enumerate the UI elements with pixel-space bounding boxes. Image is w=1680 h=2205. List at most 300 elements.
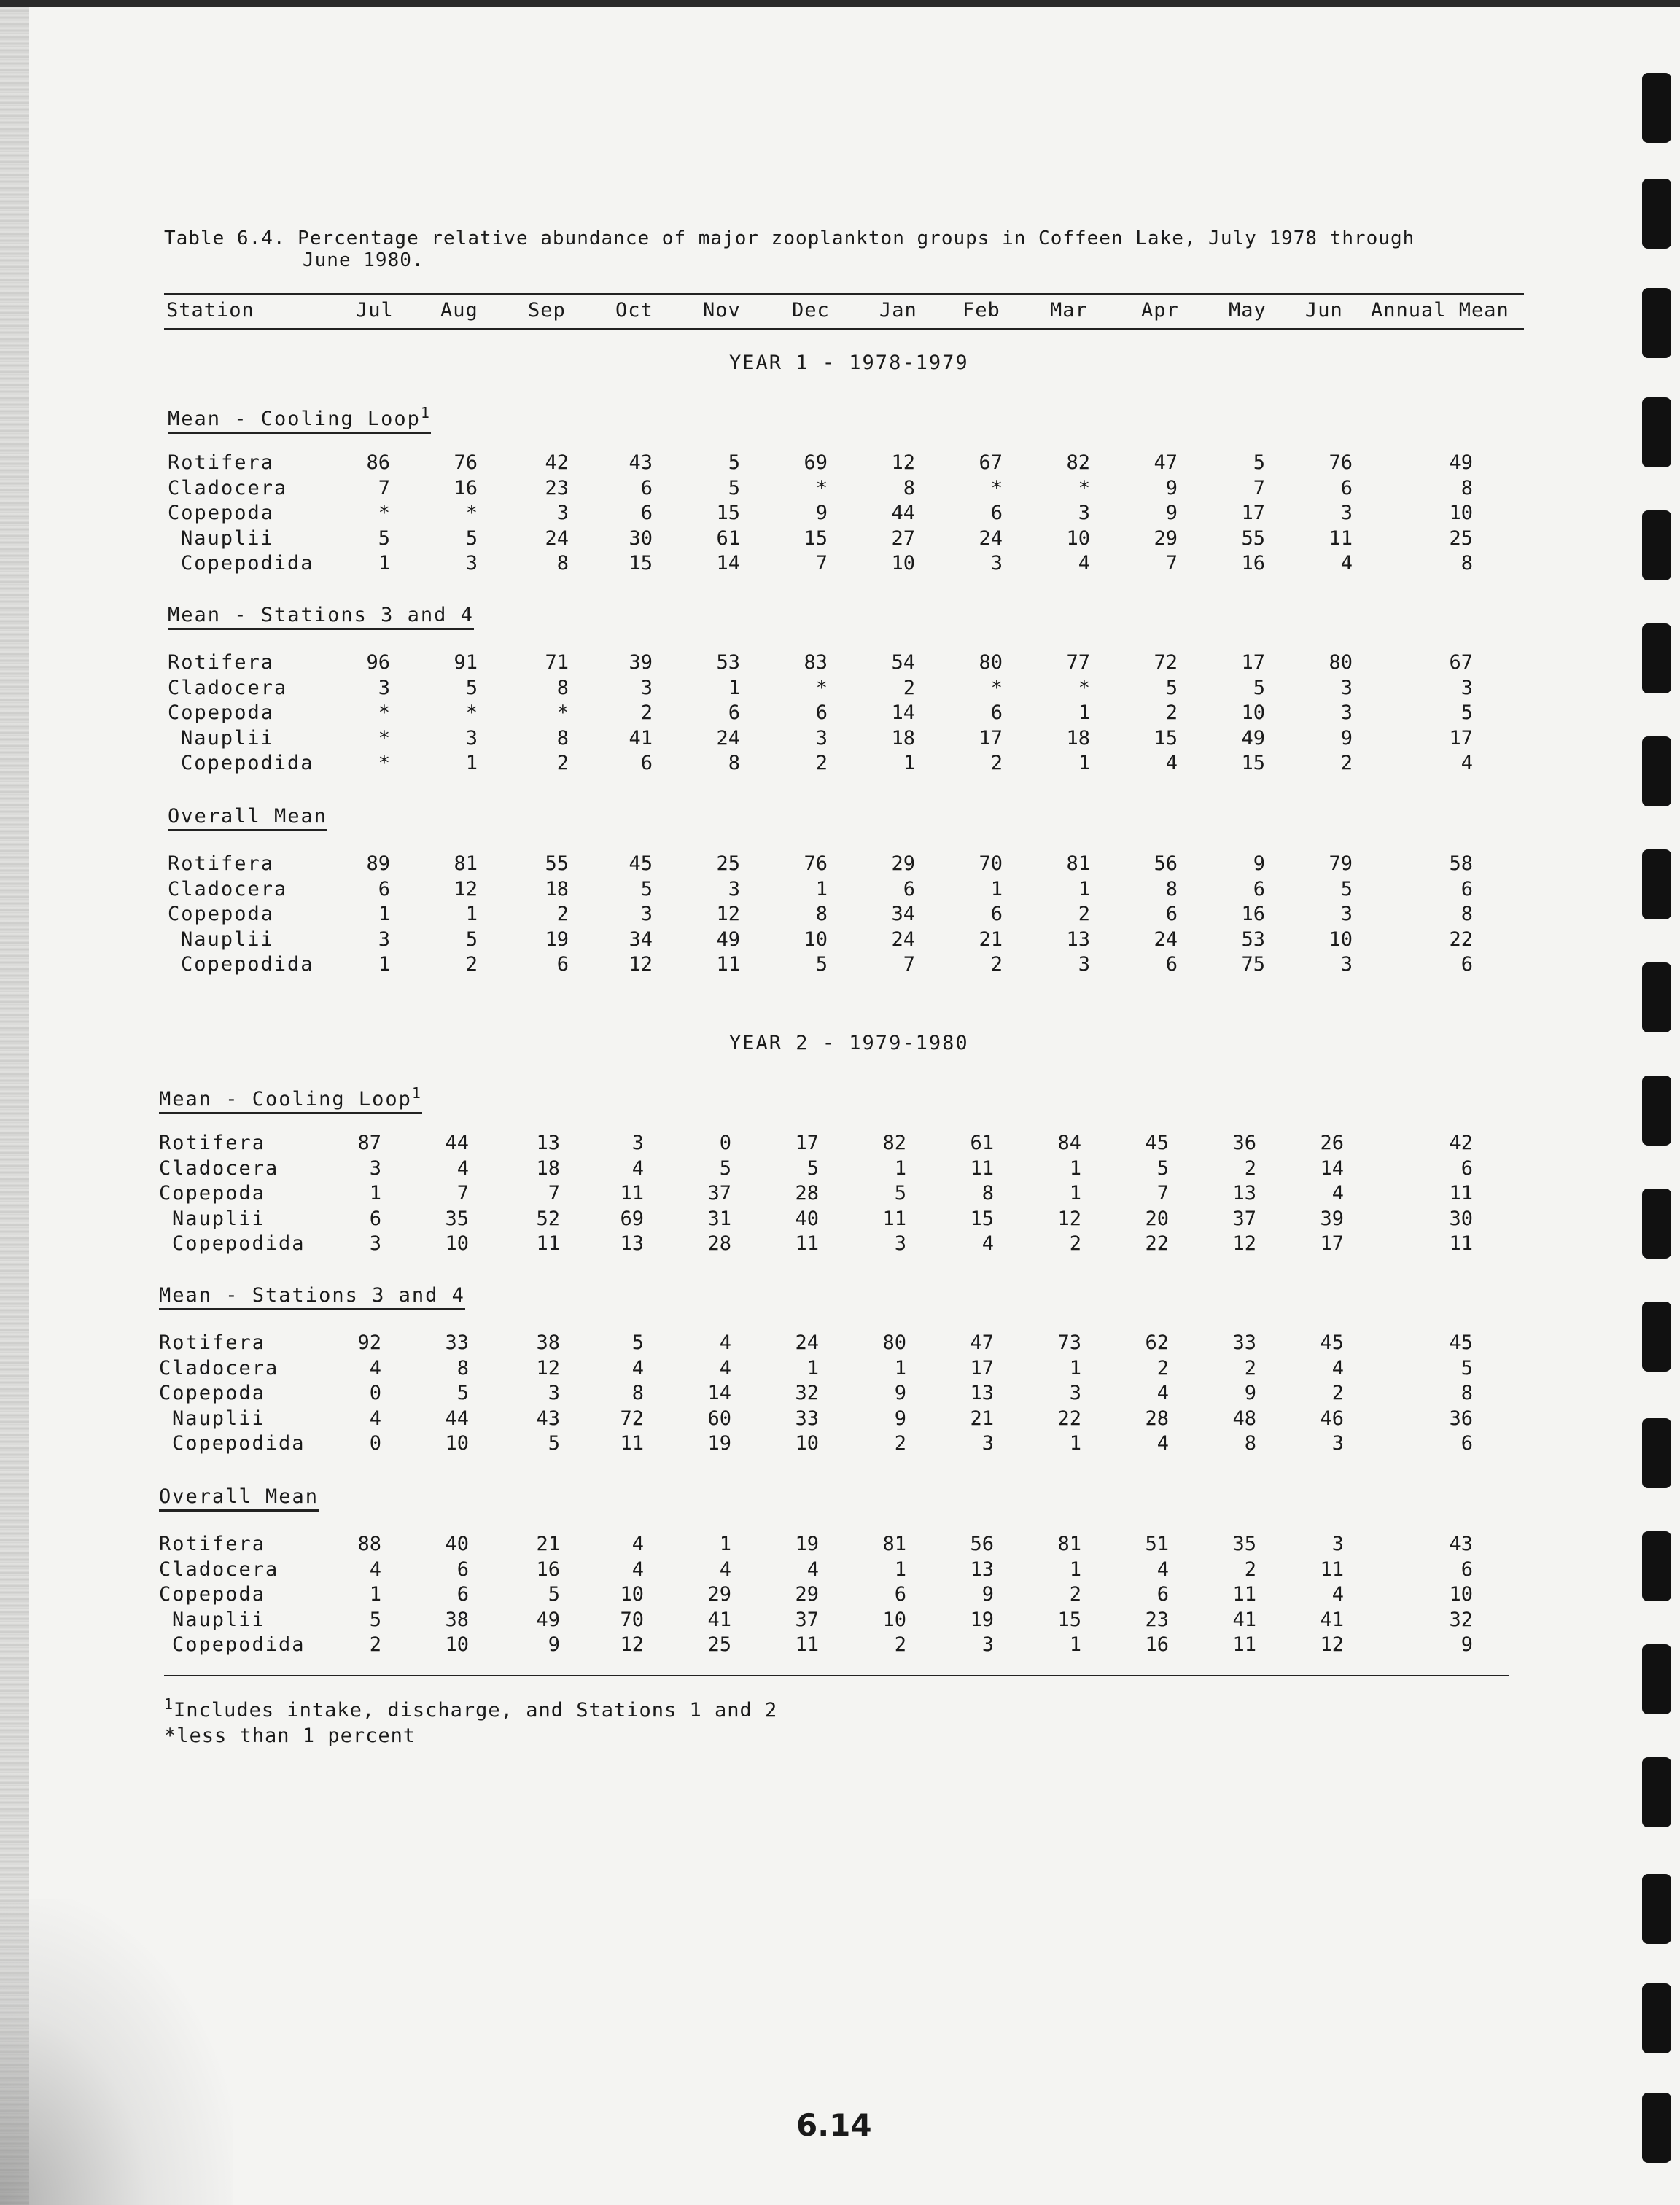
table-cell: *	[378, 726, 390, 750]
table-cell: 79	[1329, 852, 1353, 875]
section-heading	[168, 404, 431, 434]
table-cell: 56	[1154, 852, 1178, 875]
table-cell: 3	[728, 877, 740, 901]
section-title: Overall Mean	[159, 1485, 319, 1508]
table-cell: 67	[1449, 651, 1473, 674]
table-cell: 11	[970, 1156, 994, 1180]
table-cell: 11	[1232, 1583, 1256, 1606]
table-cell: 11	[716, 953, 740, 976]
table-cell: 2	[1244, 1558, 1256, 1581]
year-heading: YEAR 2 - 1979-1980	[729, 1032, 969, 1054]
footnote-1	[164, 1695, 777, 1722]
table-cell: 6	[1165, 903, 1178, 925]
table-cell: 69	[620, 1207, 644, 1230]
table-cell: 10	[891, 552, 915, 575]
table-cell: 8	[981, 1182, 994, 1205]
table-cell: 23	[1145, 1608, 1169, 1631]
table-cell: 54	[891, 651, 915, 674]
table-cell: 16	[1241, 552, 1265, 575]
table-bottom-rule	[164, 1675, 1509, 1676]
table-cell: 10	[795, 1432, 819, 1455]
table-cell: 10	[1449, 502, 1473, 524]
column-header: Sep	[528, 299, 566, 322]
table-cell: 76	[454, 451, 478, 474]
table-cell: 35	[1232, 1533, 1256, 1555]
table-cell: 3	[465, 552, 478, 575]
table-cell: 5	[1156, 1156, 1169, 1180]
table-cell: 13	[970, 1382, 994, 1404]
table-cell: 8	[728, 752, 740, 774]
table-cell: 11	[620, 1432, 644, 1455]
table-cell: 15	[970, 1207, 994, 1230]
table-cell: 3	[981, 1633, 994, 1656]
section-heading	[168, 805, 327, 831]
table-cell: 82	[882, 1132, 906, 1154]
table-cell: 5	[1253, 676, 1265, 699]
table-cell: 40	[445, 1533, 469, 1555]
table-cell: 1	[1069, 1182, 1081, 1205]
punch-hole	[1642, 736, 1671, 806]
table-cell: 44	[445, 1132, 469, 1154]
row-label: Nauplii	[172, 1407, 265, 1430]
table-cell: 9	[548, 1633, 560, 1656]
footnote-2: *less than 1 percent	[164, 1724, 416, 1747]
table-cell: 6	[1156, 1583, 1169, 1606]
table-cell: 6	[378, 877, 390, 901]
punch-hole	[1642, 1418, 1671, 1488]
table-cell: 6	[1461, 877, 1473, 901]
table-cell: 6	[456, 1583, 469, 1606]
page-number: 6.14	[796, 2107, 872, 2143]
table-cell: 6	[1165, 953, 1178, 976]
table-cell: *	[1078, 676, 1090, 699]
row-label: Copepoda	[159, 1583, 266, 1606]
table-cell: 39	[1320, 1207, 1344, 1230]
table-cell: 14	[716, 552, 740, 575]
table-cell: 80	[979, 651, 1003, 674]
table-cell: 52	[536, 1207, 560, 1230]
table-cell: 3	[465, 726, 478, 750]
table-cell: 14	[1320, 1156, 1344, 1180]
table-cell: 2	[465, 953, 478, 976]
table-cell: 4	[1156, 1432, 1169, 1455]
table-cell: 26	[1320, 1132, 1344, 1154]
table-cell: 2	[556, 752, 569, 774]
footnote-1-marker: 1	[164, 1695, 174, 1713]
table-cell: 14	[707, 1382, 731, 1404]
table-cell: 11	[1449, 1232, 1473, 1255]
row-label: Cladocera	[168, 476, 288, 499]
table-cell: 7	[1253, 476, 1265, 499]
table-cell: 1	[378, 552, 390, 575]
scan-corner-noise	[0, 1899, 233, 2205]
punch-hole	[1642, 1076, 1671, 1146]
table-cell: 18	[891, 726, 915, 750]
row-label: Nauplii	[172, 1207, 265, 1230]
column-header: Nov	[703, 299, 741, 322]
table-cell: 6	[815, 701, 828, 724]
table-cell: 6	[990, 903, 1003, 925]
table-cell: 1	[1078, 701, 1090, 724]
table-cell: 1	[378, 903, 390, 925]
table-cell: 4	[631, 1533, 644, 1555]
table-cell: 62	[1145, 1331, 1169, 1354]
table-cell: 22	[1057, 1407, 1081, 1430]
table-cell: 89	[366, 852, 390, 875]
table-cell: 44	[445, 1407, 469, 1430]
table-cell: 5	[378, 526, 390, 550]
column-header: Jun	[1305, 299, 1343, 322]
section-title: Overall Mean	[168, 805, 328, 828]
row-label: Nauplii	[181, 928, 274, 951]
table-cell: 3	[1340, 903, 1353, 925]
table-cell: 84	[1057, 1132, 1081, 1154]
table-cell: 27	[891, 526, 915, 550]
row-label: Cladocera	[159, 1356, 279, 1380]
footnote-1-text: Includes intake, discharge, and Stations 1 and 2	[174, 1699, 778, 1722]
table-cell: 75	[1241, 953, 1265, 976]
section-footnote-marker: 1	[411, 1084, 422, 1102]
table-cell: 4	[631, 1558, 644, 1581]
table-cell: 30	[629, 526, 653, 550]
table-cell: 0	[369, 1432, 381, 1455]
table-cell: 10	[882, 1608, 906, 1631]
row-label: Cladocera	[168, 676, 288, 699]
table-cell: 44	[891, 502, 915, 524]
table-cell: 2	[1331, 1382, 1344, 1404]
row-label: Rotifera	[159, 1533, 266, 1555]
table-cell: 24	[545, 526, 569, 550]
table-cell: 3	[894, 1232, 906, 1255]
table-cell: 3	[369, 1156, 381, 1180]
table-cell: 4	[631, 1356, 644, 1380]
table-cell: 33	[1232, 1331, 1256, 1354]
table-cell: 41	[707, 1608, 731, 1631]
header-bottom-rule	[164, 328, 1524, 330]
table-cell: 45	[1320, 1331, 1344, 1354]
table-cell: 43	[536, 1407, 560, 1430]
caption-line-2: June 1980.	[303, 249, 424, 271]
punch-hole	[1642, 2093, 1671, 2163]
table-cell: 42	[1449, 1132, 1473, 1154]
table-cell: 3	[1340, 676, 1353, 699]
table-cell: 15	[716, 502, 740, 524]
table-cell: 3	[1078, 502, 1090, 524]
table-cell: 6	[1461, 953, 1473, 976]
table-cell: 81	[454, 852, 478, 875]
punch-hole	[1642, 1302, 1671, 1372]
table-cell: 10	[445, 1432, 469, 1455]
table-cell: 34	[891, 903, 915, 925]
table-cell: 17	[979, 726, 1003, 750]
table-cell: 31	[707, 1207, 731, 1230]
table-cell: 2	[640, 701, 653, 724]
table-cell: 1	[1078, 752, 1090, 774]
table-cell: 17	[1241, 651, 1265, 674]
table-cell: 3	[815, 726, 828, 750]
column-header: Apr	[1141, 299, 1179, 322]
row-label: Copepoda	[168, 502, 275, 524]
table-cell: 6	[894, 1583, 906, 1606]
table-cell: 4	[1078, 552, 1090, 575]
table-cell: 9	[981, 1583, 994, 1606]
table-cell: 10	[1066, 526, 1090, 550]
table-cell: 86	[366, 451, 390, 474]
section-title: Mean - Cooling Loop	[159, 1088, 412, 1111]
table-cell: 4	[1461, 752, 1473, 774]
table-cell: 13	[1066, 928, 1090, 951]
table-cell: 25	[716, 852, 740, 875]
table-cell: *	[815, 676, 828, 699]
table-cell: 88	[357, 1533, 381, 1555]
table-cell: 8	[903, 476, 915, 499]
punch-hole	[1642, 73, 1671, 143]
punch-hole	[1642, 1983, 1671, 2053]
table-cell: 1	[719, 1533, 731, 1555]
table-cell: 6	[1461, 1432, 1473, 1455]
table-cell: 35	[445, 1207, 469, 1230]
table-cell: 28	[1145, 1407, 1169, 1430]
table-cell: 58	[1449, 852, 1473, 875]
table-cell: 7	[1165, 552, 1178, 575]
table-cell: 2	[815, 752, 828, 774]
table-cell: *	[378, 502, 390, 524]
table-cell: 9	[1165, 476, 1178, 499]
table-cell: 48	[1232, 1407, 1256, 1430]
table-cell: 22	[1145, 1232, 1169, 1255]
table-cell: 4	[631, 1156, 644, 1180]
year-heading: YEAR 1 - 1978-1979	[729, 351, 969, 374]
table-cell: 8	[1461, 552, 1473, 575]
table-cell: 45	[1145, 1132, 1169, 1154]
punch-hole	[1642, 1531, 1671, 1601]
table-cell: 41	[629, 726, 653, 750]
row-label: Nauplii	[181, 726, 274, 750]
table-cell: 22	[1449, 928, 1473, 951]
table-cell: 36	[1449, 1407, 1473, 1430]
table-cell: 10	[1241, 701, 1265, 724]
table-cell: 5	[815, 953, 828, 976]
punch-hole	[1642, 1757, 1671, 1827]
row-label: Copepodida	[172, 1232, 306, 1255]
table-cell: 3	[378, 928, 390, 951]
table-cell: *	[990, 676, 1003, 699]
table-cell: 8	[556, 552, 569, 575]
table-cell: 15	[629, 552, 653, 575]
table-cell: 3	[990, 552, 1003, 575]
table-cell: 21	[979, 928, 1003, 951]
table-cell: 3	[631, 1132, 644, 1154]
table-cell: 9	[1340, 726, 1353, 750]
table-cell: 91	[454, 651, 478, 674]
table-cell: 70	[620, 1608, 644, 1631]
table-cell: 30	[1449, 1207, 1473, 1230]
table-cell: 3	[369, 1232, 381, 1255]
table-cell: 4	[369, 1356, 381, 1380]
table-cell: 11	[1329, 526, 1353, 550]
table-cell: 6	[640, 752, 653, 774]
table-cell: *	[1078, 476, 1090, 499]
table-cell: 5	[465, 526, 478, 550]
row-label: Nauplii	[181, 526, 274, 550]
table-cell: 4	[1331, 1356, 1344, 1380]
punch-hole	[1642, 1189, 1671, 1259]
column-header: Jul	[356, 299, 394, 322]
table-cell: 77	[1066, 651, 1090, 674]
table-cell: 5	[728, 476, 740, 499]
table-cell: 17	[1449, 726, 1473, 750]
row-label: Copepodida	[181, 953, 314, 976]
table-cell: 9	[1253, 852, 1265, 875]
table-cell: 76	[1329, 451, 1353, 474]
table-cell: 42	[545, 451, 569, 474]
section-title: Mean - Stations 3 and 4	[168, 604, 474, 626]
table-cell: 4	[369, 1558, 381, 1581]
table-cell: 5	[728, 451, 740, 474]
table-cell: 29	[707, 1583, 731, 1606]
table-cell: 1	[1069, 1156, 1081, 1180]
table-cell: 8	[1461, 1382, 1473, 1404]
table-cell: 3	[1461, 676, 1473, 699]
table-cell: 5	[719, 1156, 731, 1180]
punch-hole	[1642, 849, 1671, 919]
table-cell: 81	[1057, 1533, 1081, 1555]
table-cell: 1	[728, 676, 740, 699]
table-cell: 2	[990, 953, 1003, 976]
table-cell: 9	[1165, 502, 1178, 524]
table-cell: 47	[970, 1331, 994, 1354]
table-cell: 45	[1449, 1331, 1473, 1354]
punch-hole	[1642, 397, 1671, 467]
table-cell: 6	[1461, 1558, 1473, 1581]
table-cell: 19	[795, 1533, 819, 1555]
table-cell: 6	[556, 953, 569, 976]
table-cell: 39	[629, 651, 653, 674]
table-cell: 1	[894, 1558, 906, 1581]
table-cell: 2	[1078, 903, 1090, 925]
row-label: Rotifera	[159, 1132, 266, 1154]
row-label: Rotifera	[168, 451, 275, 474]
table-cell: 24	[979, 526, 1003, 550]
table-cell: 16	[454, 476, 478, 499]
table-cell: 7	[548, 1182, 560, 1205]
table-cell: 3	[640, 676, 653, 699]
punch-hole	[1642, 179, 1671, 249]
table-cell: 41	[1320, 1608, 1344, 1631]
table-cell: 1	[369, 1583, 381, 1606]
table-cell: 10	[1329, 928, 1353, 951]
table-cell: 1	[990, 877, 1003, 901]
table-cell: 19	[970, 1608, 994, 1631]
table-cell: 56	[970, 1533, 994, 1555]
table-cell: 23	[545, 476, 569, 499]
table-cell: 8	[556, 726, 569, 750]
table-cell: 49	[1449, 451, 1473, 474]
table-cell: 13	[970, 1558, 994, 1581]
caption-line-1: Table 6.4. Percentage relative abundance of major zooplankton groups in Coffeen Lake, July 1978 through	[164, 228, 1415, 249]
column-header: Oct	[615, 299, 653, 322]
table-cell: 4	[719, 1558, 731, 1581]
table-cell: 33	[795, 1407, 819, 1430]
table-cell: 5	[894, 1182, 906, 1205]
table-cell: 0	[719, 1132, 731, 1154]
table-cell: 15	[1154, 726, 1178, 750]
table-cell: 1	[903, 752, 915, 774]
row-label: Cladocera	[168, 877, 288, 901]
table-cell: 6	[640, 476, 653, 499]
table-cell: 2	[903, 676, 915, 699]
table-cell: 17	[970, 1356, 994, 1380]
table-cell: 3	[378, 676, 390, 699]
table-cell: 14	[891, 701, 915, 724]
table-cell: 12	[620, 1633, 644, 1656]
column-header: Dec	[792, 299, 830, 322]
row-label: Copepodida	[181, 552, 314, 575]
table-cell: 2	[1069, 1232, 1081, 1255]
table-cell: 81	[1066, 852, 1090, 875]
table-cell: 5	[806, 1156, 819, 1180]
table-cell: 4	[1340, 552, 1353, 575]
row-label: Rotifera	[168, 852, 275, 875]
table-cell: 87	[357, 1132, 381, 1154]
table-cell: 61	[716, 526, 740, 550]
table-cell: 1	[1069, 1356, 1081, 1380]
table-cell: 1	[1078, 877, 1090, 901]
row-label: Copepodida	[172, 1633, 306, 1656]
table-cell: 18	[1066, 726, 1090, 750]
table-cell: 29	[1154, 526, 1178, 550]
table-cell: 10	[620, 1583, 644, 1606]
table-cell: 60	[707, 1407, 731, 1430]
table-cell: *	[378, 752, 390, 774]
table-cell: 12	[1232, 1232, 1256, 1255]
table-cell: 37	[795, 1608, 819, 1631]
table-cell: 71	[545, 651, 569, 674]
table-cell: 12	[536, 1356, 560, 1380]
table-cell: 16	[1241, 903, 1265, 925]
table-cell: 8	[556, 676, 569, 699]
table-cell: 25	[1449, 526, 1473, 550]
table-cell: 5	[465, 676, 478, 699]
table-cell: 6	[369, 1207, 381, 1230]
table-cell: 5	[1340, 877, 1353, 901]
punch-hole	[1642, 962, 1671, 1032]
table-cell: 6	[640, 502, 653, 524]
table-cell: 37	[1232, 1207, 1256, 1230]
table-cell: 28	[707, 1232, 731, 1255]
table-cell: 11	[1449, 1182, 1473, 1205]
table-cell: 2	[369, 1633, 381, 1656]
table-cell: 47	[1154, 451, 1178, 474]
table-cell: 6	[1461, 1156, 1473, 1180]
table-cell: 3	[981, 1432, 994, 1455]
table-cell: 41	[1232, 1608, 1256, 1631]
table-cell: *	[378, 701, 390, 724]
table-cell: 7	[1156, 1182, 1169, 1205]
table-cell: 2	[1156, 1356, 1169, 1380]
table-cell: 3	[1331, 1533, 1344, 1555]
table-cell: 49	[536, 1608, 560, 1631]
table-cell: 8	[815, 903, 828, 925]
table-cell: 9	[1461, 1633, 1473, 1656]
table-cell: 43	[629, 451, 653, 474]
table-cell: 10	[445, 1232, 469, 1255]
header-top-rule	[164, 293, 1524, 295]
table-cell: 19	[545, 928, 569, 951]
table-cell: *	[465, 701, 478, 724]
scan-edge-noise	[0, 0, 29, 2205]
table-cell: 24	[716, 726, 740, 750]
